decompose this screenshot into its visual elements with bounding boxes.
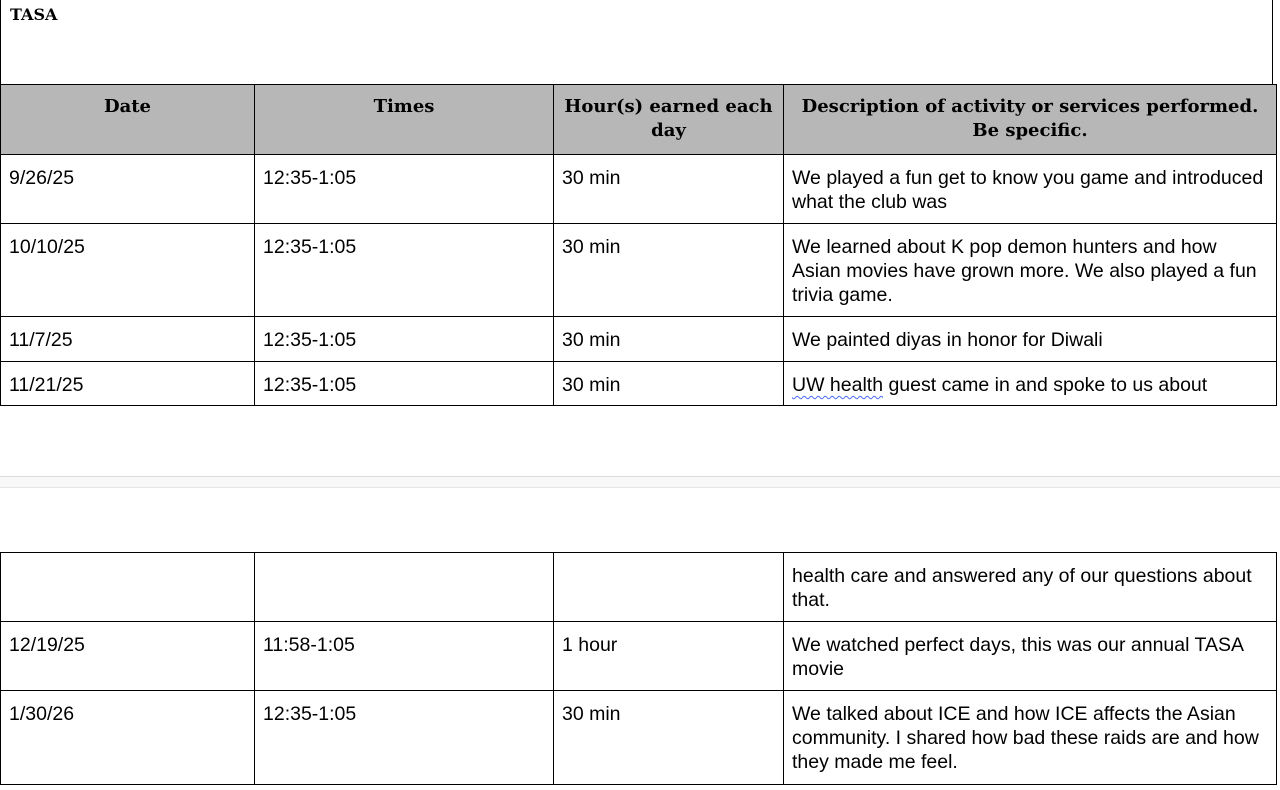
cell-date[interactable]: 11/7/25 xyxy=(1,317,255,362)
cell-times[interactable]: 12:35-1:05 xyxy=(255,317,554,362)
cell-times[interactable] xyxy=(255,553,554,622)
cell-date[interactable]: 12/19/25 xyxy=(1,622,255,691)
cell-description[interactable]: We watched perfect days, this was our annual TASA movie xyxy=(784,622,1277,691)
cell-times[interactable]: 12:35-1:05 xyxy=(255,224,554,317)
table-row xyxy=(1,317,1277,362)
cell-hours[interactable]: 30 min xyxy=(554,362,784,406)
hours-log-table-page-2 xyxy=(0,552,1277,785)
cell-description[interactable]: health care and answered any of our questions about that. xyxy=(784,553,1277,622)
table-header-row xyxy=(1,85,1277,155)
table-row xyxy=(1,691,1277,785)
table-row xyxy=(1,622,1277,691)
table-row xyxy=(1,553,1277,622)
header-date: Date xyxy=(1,85,255,155)
page-break xyxy=(0,476,1280,488)
cell-hours[interactable]: 30 min xyxy=(554,317,784,362)
document-title-box xyxy=(0,0,1273,84)
cell-description-text: guest came in and spoke to us about xyxy=(883,374,1208,396)
header-hours: Hour(s) earned each day xyxy=(554,85,784,155)
cell-times[interactable]: 12:35-1:05 xyxy=(255,691,554,785)
document-title: TASA xyxy=(10,5,58,24)
cell-times[interactable]: 12:35-1:05 xyxy=(255,362,554,406)
table-row xyxy=(1,155,1277,224)
cell-date[interactable] xyxy=(1,553,255,622)
cell-description[interactable]: We talked about ICE and how ICE affects the Asian community. I shared how bad these raids are and how they made me feel. xyxy=(784,691,1277,785)
cell-hours[interactable]: 1 hour xyxy=(554,622,784,691)
cell-description[interactable]: We learned about K pop demon hunters and how Asian movies have grown more. We also played a fun trivia game. xyxy=(784,224,1277,317)
cell-date[interactable]: 10/10/25 xyxy=(1,224,255,317)
cell-hours[interactable]: 30 min xyxy=(554,691,784,785)
header-description: Description of activity or services performed. Be specific. xyxy=(784,85,1277,155)
cell-description[interactable]: We played a fun get to know you game and introduced what the club was xyxy=(784,155,1277,224)
cell-date[interactable]: 11/21/25 xyxy=(1,362,255,406)
hours-log-table-page-1 xyxy=(0,84,1277,406)
cell-description[interactable] xyxy=(784,362,1277,406)
cell-description[interactable]: We painted diyas in honor for Diwali xyxy=(784,317,1277,362)
cell-hours[interactable]: 30 min xyxy=(554,224,784,317)
cell-hours[interactable]: 30 min xyxy=(554,155,784,224)
cell-times[interactable]: 11:58-1:05 xyxy=(255,622,554,691)
cell-date[interactable]: 9/26/25 xyxy=(1,155,255,224)
table-row xyxy=(1,224,1277,317)
cell-date[interactable]: 1/30/26 xyxy=(1,691,255,785)
misspelled-word[interactable]: UW health xyxy=(792,374,884,396)
cell-times[interactable]: 12:35-1:05 xyxy=(255,155,554,224)
cell-hours[interactable] xyxy=(554,553,784,622)
table-row xyxy=(1,362,1277,406)
header-times: Times xyxy=(255,85,554,155)
